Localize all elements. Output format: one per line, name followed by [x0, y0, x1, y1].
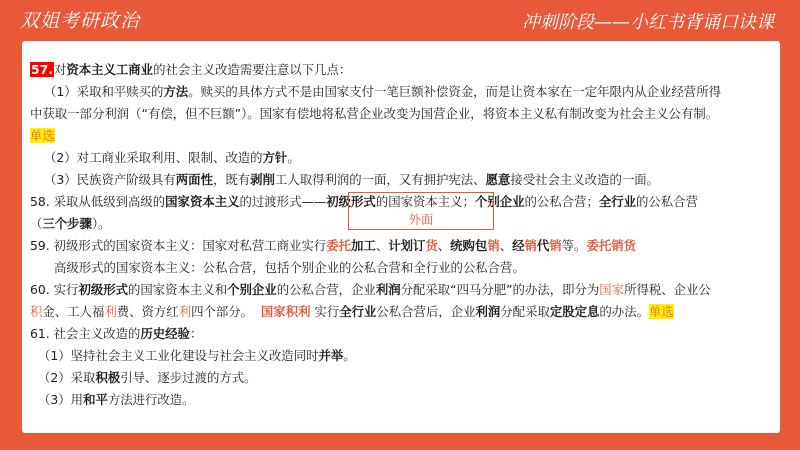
keyword: 全行业	[339, 304, 377, 319]
keyword: 剥削	[250, 172, 275, 187]
brand-title: 双姐考研政治	[20, 10, 141, 32]
content-card	[22, 41, 780, 433]
text: 58. 采取从低级到高级的	[30, 194, 166, 209]
text: 四个部分。	[191, 304, 254, 319]
text: 等。	[561, 238, 587, 253]
text: 分配采取“四马分肥”的办法，即分为	[400, 282, 600, 297]
text: 引导、逐步过渡的方式。	[120, 370, 257, 385]
highlight: 货	[425, 238, 438, 253]
keyword: 统购包	[450, 238, 488, 253]
item-61-point-1	[30, 345, 774, 367]
item-61-point-3	[30, 389, 774, 411]
item-61-point-2	[30, 367, 774, 389]
text: 。	[343, 348, 356, 363]
item-60	[30, 279, 774, 301]
text: （2）采取	[38, 370, 96, 385]
keyword: 加工	[351, 238, 376, 253]
text: 、	[499, 238, 513, 253]
keyword: 个别企业	[474, 194, 525, 209]
keyword: 初级形式	[78, 282, 128, 297]
text: 。	[287, 150, 300, 165]
keyword: 国家资本主义	[165, 194, 240, 209]
highlight: 销	[549, 238, 562, 253]
annotation-box	[348, 192, 494, 230]
text: 的社会主义改造需要注意以下几点：	[153, 62, 352, 77]
keyword: 利润	[475, 304, 501, 319]
text: 的公私合营，企业	[276, 282, 376, 297]
notes-body	[30, 59, 774, 411]
text: 、	[437, 238, 451, 253]
item-57-point-1	[30, 81, 774, 103]
highlight: 利	[178, 304, 192, 319]
highlight: 利	[104, 304, 117, 319]
text: 所得税、企业公	[624, 282, 711, 297]
text: （3）民族资产阶级具有	[44, 172, 176, 187]
keyword: 方针	[262, 150, 288, 165]
annotation-note: 外面	[408, 212, 434, 227]
text: （1）坚持社会主义工业化建设与社会主义改造同时	[38, 348, 319, 363]
text: 61. 社会主义改造的	[30, 326, 141, 341]
text: 的公私合营	[636, 194, 698, 209]
text: ，既有	[212, 172, 251, 187]
text: 的国家资本主义；	[375, 194, 475, 209]
text: （3）用	[38, 392, 84, 407]
text: 中获取一部分利润（“有偿，但不巨额”）。国家有偿地将私营企业改变为国营企业，将资本主义私有制改变为社会主义公有制。	[30, 106, 719, 121]
text: （1）采取和平赎买的	[44, 84, 164, 99]
item-59-cont	[30, 257, 774, 279]
text: 接受社会主义改造的一面。	[510, 172, 660, 187]
keyword: 全行业	[598, 194, 637, 209]
text: 公私合营后，企业	[376, 304, 476, 319]
text: 分配采取	[500, 304, 550, 319]
keyword: 积极	[95, 370, 121, 385]
item-57-point-3	[30, 169, 774, 191]
text: （2）对工商业采取利用、限制、改造的	[44, 150, 263, 165]
keyword: 愿意	[485, 172, 511, 187]
keyword: 代	[536, 238, 550, 253]
single-choice-tag: 单选	[30, 128, 55, 143]
text: 的国家资本主义和	[128, 282, 228, 297]
text: 的过渡形式——	[239, 194, 327, 209]
item-57-point-2	[30, 147, 774, 169]
text: 的公私合营；	[524, 194, 599, 209]
single-choice-tag: 单选	[648, 304, 674, 319]
text: ）。	[91, 216, 111, 231]
item-57-tag-line	[30, 125, 774, 147]
text: 方法进行改造。	[107, 392, 195, 407]
keyword: 利润	[375, 282, 401, 297]
keyword: 并举	[318, 348, 344, 363]
text: 59. 初级形式的国家资本主义：国家对私营工商业实行	[30, 238, 327, 253]
mnemonic: 委托销货	[586, 238, 637, 253]
text: 实行	[310, 304, 340, 319]
keyword: 三个步骤	[42, 216, 92, 231]
item-57-point-1-cont	[30, 103, 774, 125]
course-title: 冲刺阶段——小红书背诵口诀课	[522, 12, 774, 33]
text: 工人取得利润的一面，又有拥护宪法、	[274, 172, 486, 187]
text: 60. 实行	[30, 282, 79, 297]
item-59	[30, 235, 774, 257]
highlight: 委托	[326, 238, 352, 253]
keyword: 资本主义工商业	[66, 62, 154, 77]
text: 。赎买的具体方式不是由国家支付一笔巨额补偿资金，而是让资本家在一定年限内从企业经营所得	[188, 84, 721, 99]
text: （	[30, 216, 43, 231]
keyword: 个别企业	[227, 282, 277, 297]
item-57-heading	[30, 59, 774, 81]
item-60-cont	[30, 301, 774, 323]
keyword: 初级形式	[326, 194, 376, 209]
text: 金、工人福	[42, 304, 105, 319]
text: 高级形式的国家资本主义：公私合营，包括个别企业的公私合营和全行业的公私合营。	[54, 260, 525, 275]
text: 对	[53, 62, 67, 77]
text: ：	[189, 326, 203, 341]
keyword: 方法	[163, 84, 189, 99]
item-number-badge: 57.	[31, 62, 53, 77]
highlight: 积	[30, 304, 43, 319]
keyword: 历史经验	[140, 326, 190, 341]
item-61-heading	[30, 323, 774, 345]
keyword: 定股定息	[549, 304, 600, 319]
highlight: 国家	[599, 282, 625, 297]
highlight: 销	[487, 238, 500, 253]
highlight: 销	[524, 238, 537, 253]
keyword: 计划订	[388, 238, 426, 253]
keyword: 两面性	[175, 172, 213, 187]
keyword: 和平	[83, 392, 108, 407]
mnemonic: 国家积利	[260, 304, 311, 319]
text: 、	[375, 238, 389, 253]
text: 费、资方红	[116, 304, 179, 319]
text: 的办法。	[599, 304, 649, 319]
keyword: 经	[512, 238, 525, 253]
